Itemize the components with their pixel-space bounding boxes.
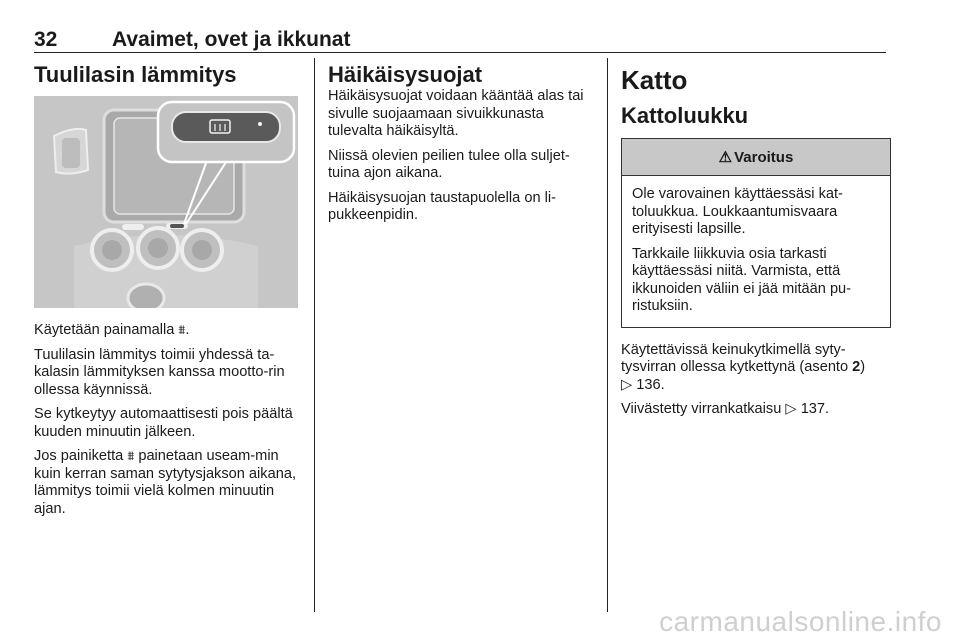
ignition-position: 2: [852, 359, 861, 375]
paragraph-visor-3: Häikäisysuojan taustapuolella on li-pukkeenpidin.: [328, 189, 556, 223]
subsection-heading: Kattoluukku: [621, 103, 749, 128]
paragraph-operation: Tuulilasin lämmitys toimii yhdessä ta-kalasin lämmityksen kanssa mootto-rin ollessa käynnissä.: [34, 346, 285, 398]
column-windscreen-heating: [34, 62, 302, 525]
warning-box: [621, 138, 891, 328]
page-number: 32: [34, 28, 58, 51]
delayed-off-text: Viivästetty virrankatkaisu: [621, 401, 782, 417]
dashboard-illustration: [34, 96, 298, 308]
paragraph-auto-off: Se kytkeytyy automaattisesti pois päältä kuuden minuutin jälkeen.: [34, 406, 293, 440]
dashboard-figure: [34, 96, 298, 308]
warning-body: [622, 176, 890, 327]
page-ref-arrow-icon: ▷: [621, 376, 633, 393]
repeat-text-start: Jos painiketta: [34, 448, 124, 464]
page-ref[interactable]: 137.: [800, 401, 830, 417]
usage-end: .: [185, 322, 190, 338]
column-roof: [621, 62, 891, 426]
page-ref[interactable]: 136.: [636, 376, 665, 393]
warning-icon: ⚠: [718, 149, 733, 166]
rocker-text: Käytettävissä keinukytkimellä syty-tysvirran ollessa kytkettynä (asento: [621, 341, 849, 375]
rear-defrost-icon: ⩩: [178, 323, 186, 338]
paragraph-visor-1: Häikäisysuojat voidaan kääntää alas tai sivulle suojaamaan sivuikkunasta tulevalta häikäisyltä.: [328, 88, 584, 139]
paragraph-repeat: [34, 448, 302, 518]
paragraph-delayed-off: [621, 401, 891, 419]
chapter-title: Avaimet, ovet ja ikkunat: [112, 28, 351, 51]
watermark: carmanualsonline.info: [659, 606, 942, 637]
section-heading: Häikäisysuojat: [328, 62, 483, 87]
section-heading: Katto: [621, 65, 688, 95]
repeat-text-rest: painetaan useam-min kuin kerran saman sytytysjakson aikana, lämmitys toimii vielä kolmen minuutin ajan.: [34, 448, 296, 517]
column-divider-1: [314, 58, 315, 612]
column-sun-visors: [328, 62, 594, 232]
warning-title: Varoitus: [734, 148, 794, 166]
paragraph-rocker: [621, 342, 891, 395]
warning-paragraph-2: Tarkkaile liikkuvia osia tarkasti käyttäessäsi niitä. Varmista, että ikkunoiden väliin ei jää mitään pu-ristuksiin.: [632, 245, 852, 314]
usage-text: Käytetään painamalla: [34, 322, 175, 338]
page-ref-arrow-icon: ▷: [785, 401, 797, 417]
section-heading: Tuulilasin lämmitys: [34, 62, 237, 87]
rear-defrost-icon: ⩩: [127, 449, 135, 464]
page-header: [34, 28, 886, 53]
rocker-close: ): [860, 359, 866, 375]
warning-paragraph-1: Ole varovainen käyttäessäsi kat-toluukkua. Loukkaantumisvaara erityisesti lapsille.: [632, 186, 843, 237]
column-divider-2: [607, 58, 608, 612]
paragraph-usage: [34, 322, 302, 340]
warning-header: [622, 139, 890, 176]
paragraph-visor-2: Niissä olevien peilien tulee olla suljet-tuina ajon aikana.: [328, 147, 570, 181]
